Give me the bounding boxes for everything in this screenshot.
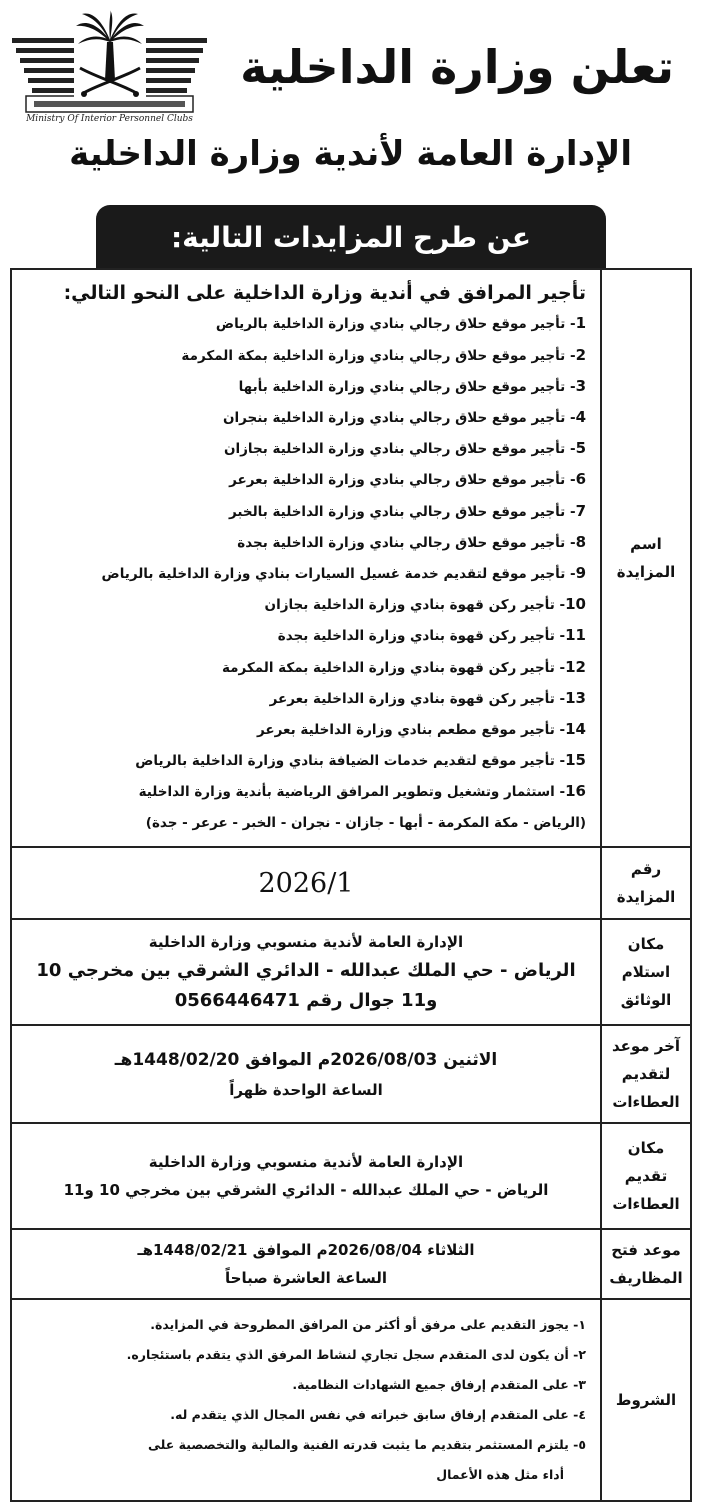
list-item: 3- تأجير موقع حلاق رجالي بنادي وزارة الداخلية بأبها xyxy=(238,376,586,395)
list-item: 7- تأجير موقع حلاق رجالي بنادي وزارة الداخلية بالخبر xyxy=(228,501,586,520)
list-item: ١- يجوز التقديم على مرفق أو أكثر من المرافق المطروحة في المزايدة. xyxy=(150,1317,586,1332)
submit-place-cell xyxy=(12,1124,600,1230)
palm-swords-emblem-icon xyxy=(12,8,207,126)
deadline-cell xyxy=(12,1026,600,1124)
list-item: 12- تأجير ركن قهوة بنادي وزارة الداخلية بمكة المكرمة xyxy=(221,657,586,676)
label-deadline: آخر موعد لتقديم العطاءات xyxy=(600,1026,690,1124)
deadline-date: الاثنين 2026/08/03م الموافق 1448/02/20هـ xyxy=(114,1050,498,1070)
docs-place-org: الإدارة العامة لأندية منسوبي وزارة الداخلية xyxy=(148,933,464,951)
cities-list: (الرياض - مكة المكرمة - أبها - جازان - نجران - الخبر - عرعر - جدة) xyxy=(145,814,586,831)
auction-details-table xyxy=(10,268,692,1502)
list-item: 4- تأجير موقع حلاق رجالي بنادي وزارة الداخلية بنجران xyxy=(222,407,586,426)
ministry-logo xyxy=(12,8,207,126)
list-item: 10- تأجير ركن قهوة بنادي وزارة الداخلية بجازان xyxy=(264,595,586,614)
submit-place-org: الإدارة العامة لأندية منسوبي وزارة الداخلية xyxy=(148,1153,464,1171)
list-item: أداء مثل هذه الأعمال xyxy=(436,1467,564,1482)
conditions-list xyxy=(26,1310,586,1490)
list-item: 14- تأجير موقع مطعم بنادي وزارة الداخلية بعرعر xyxy=(256,720,586,739)
auction-list-heading: تأجير المرافق في أندية وزارة الداخلية على النحو التالي: xyxy=(63,282,586,305)
auction-number-cell xyxy=(12,848,600,920)
docs-place-address: الرياض - حي الملك عبدالله - الدائري الشرقي بين مخرجي 10 xyxy=(36,960,576,981)
department-title: الإدارة العامة لأندية وزارة الداخلية xyxy=(69,134,632,174)
list-item: 2- تأجير موقع حلاق رجالي بنادي وزارة الداخلية بمكة المكرمة xyxy=(181,345,586,364)
label-submit-place: مكان تقديم العطاءات xyxy=(600,1124,690,1230)
auction-number: 2026/1 xyxy=(258,867,354,899)
list-item: ٤- على المتقدم إرفاق سابق خبراته في نفس المجال الذي يتقدم له. xyxy=(170,1407,586,1422)
label-opening: موعد فتح المظاريف xyxy=(600,1230,690,1300)
list-item: 11- تأجير ركن قهوة بنادي وزارة الداخلية بجدة xyxy=(277,626,586,645)
label-auction-name: اسم المزايدة xyxy=(600,270,690,848)
ad-header xyxy=(0,0,702,200)
logo-caption: Ministry Of Interior Personnel Clubs xyxy=(26,114,193,124)
list-item: 1- تأجير موقع حلاق رجالي بنادي وزارة الداخلية بالرياض xyxy=(215,314,586,333)
list-item: ٥- يلتزم المستثمر بتقديم ما يثبت قدرته الفنية والمالية والتخصصية على xyxy=(148,1437,586,1452)
opening-time: الساعة العاشرة صباحاً xyxy=(225,1269,387,1287)
opening-cell xyxy=(12,1230,600,1300)
announcement-title: تعلن وزارة الداخلية xyxy=(240,40,674,94)
label-auction-number: رقم المزايدة xyxy=(600,848,690,920)
submit-place-address: الرياض - حي الملك عبدالله - الدائري الشرقي بين مخرجي 10 و11 xyxy=(63,1181,549,1199)
list-item: 8- تأجير موقع حلاق رجالي بنادي وزارة الداخلية بجدة xyxy=(237,532,586,551)
list-item: 15- تأجير موقع لتقديم خدمات الضيافة بنادي وزارة الداخلية بالرياض xyxy=(135,751,586,770)
opening-date: الثلاثاء 2026/08/04م الموافق 1448/02/21هـ xyxy=(137,1241,475,1259)
list-item: 13- تأجير ركن قهوة بنادي وزارة الداخلية بعرعر xyxy=(269,688,586,707)
list-item: 6- تأجير موقع حلاق رجالي بنادي وزارة الداخلية بعرعر xyxy=(229,470,586,489)
label-docs-place: مكان استلام الوثائق xyxy=(600,920,690,1026)
deadline-time: الساعة الواحدة ظهراً xyxy=(229,1081,383,1099)
list-item: 5- تأجير موقع حلاق رجالي بنادي وزارة الداخلية بجازان xyxy=(224,439,586,458)
tab-label: عن طرح المزايدات التالية: xyxy=(170,220,532,254)
list-item: ٣- على المتقدم إرفاق جميع الشهادات النظامية. xyxy=(292,1377,586,1392)
docs-place-phone: و11 جوال رقم 0566446471 xyxy=(174,990,438,1011)
auction-items xyxy=(26,308,586,807)
auctions-tab-banner xyxy=(96,205,606,269)
list-item: ٢- أن يكون لدى المتقدم سجل تجاري لنشاط المرفق الذي يتقدم باستئجاره. xyxy=(126,1347,586,1362)
label-conditions: الشروط xyxy=(600,1300,690,1500)
list-item: 16- استثمار وتشغيل وتطوير المرافق الرياضية بأندية وزارة الداخلية xyxy=(138,782,586,801)
conditions-cell xyxy=(12,1300,600,1500)
docs-place-cell xyxy=(12,920,600,1026)
auction-list-cell xyxy=(12,270,600,848)
list-item: 9- تأجير موقع لتقديم خدمة غسيل السيارات بنادي وزارة الداخلية بالرياض xyxy=(101,564,586,582)
